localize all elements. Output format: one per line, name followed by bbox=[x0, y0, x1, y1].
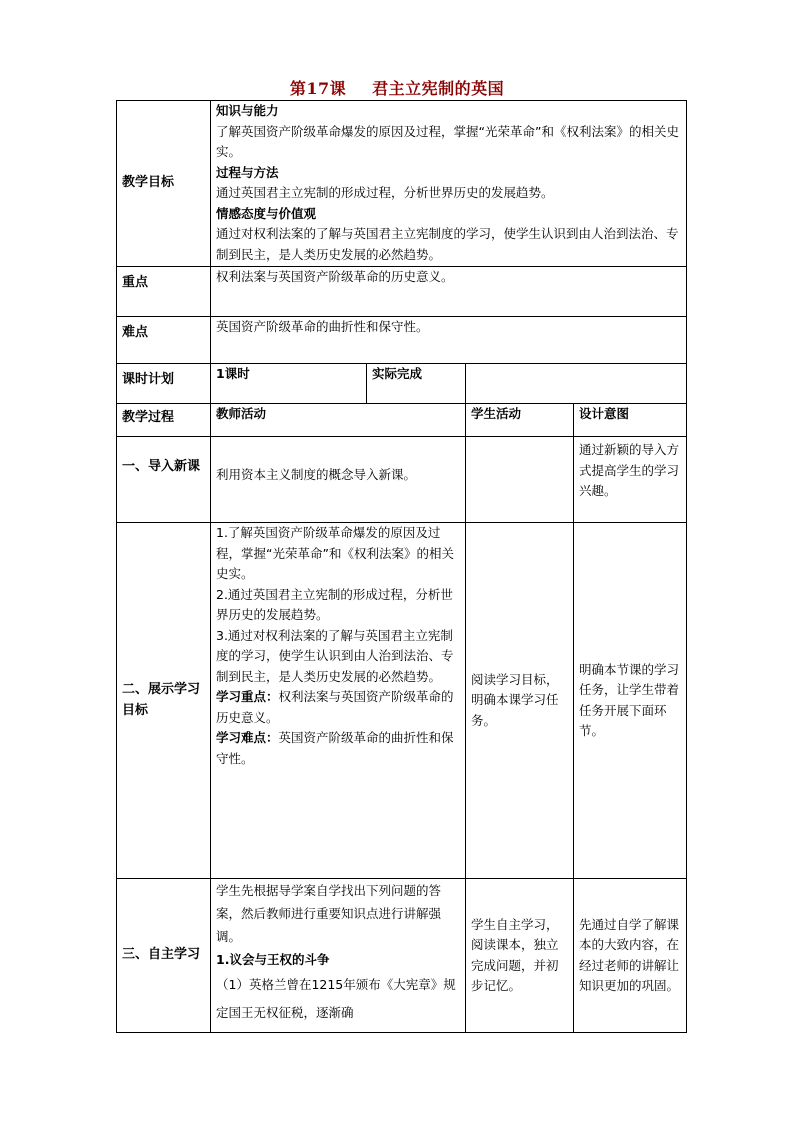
process-header-col3: 学生活动 bbox=[466, 404, 574, 437]
process-header-col1: 教学过程 bbox=[117, 404, 211, 437]
lesson-number: 第17课 bbox=[289, 79, 347, 98]
learning-key-point bbox=[216, 687, 460, 728]
learning-difficulty-label: 学习难点： bbox=[216, 730, 279, 745]
teacher-subheading: 1.议会与王权的斗争 bbox=[216, 952, 330, 967]
teacher-paragraph: 学生先根据导学案自学找出下列问题的答案，然后教师进行重要知识点进行讲解强调。 bbox=[216, 883, 442, 944]
difficulty-text: 英国资产阶级革命的曲折性和保守性。 bbox=[211, 317, 687, 364]
student-activity: 学生自主学习，阅读课本，独立完成问题，并初步记忆。 bbox=[466, 879, 574, 1033]
process-header-col2: 教师活动 bbox=[211, 404, 466, 437]
learning-difficulty-text: 英国资产阶级革命的曲折性和保守性。 bbox=[216, 730, 454, 766]
key-point-row bbox=[117, 267, 687, 317]
schedule-row bbox=[117, 364, 687, 404]
actual-value bbox=[466, 364, 687, 404]
lesson-plan-table bbox=[116, 100, 687, 1033]
step-row bbox=[117, 437, 687, 523]
teacher-activity: 利用资本主义制度的概念导入新课。 bbox=[211, 437, 466, 523]
process-text: 通过英国君主立宪制的形成过程，分析世界历史的发展趋势。 bbox=[216, 185, 554, 200]
design-intent: 明确本节课的学习任务，让学生带着任务开展下面环节。 bbox=[574, 523, 687, 879]
process-header-col4: 设计意图 bbox=[574, 404, 687, 437]
teacher-paragraph: 2.通过英国君主立宪制的形成过程，分析世界历史的发展趋势。 bbox=[216, 586, 453, 622]
student-activity bbox=[466, 437, 574, 523]
attitude-heading: 情感态度与价值观 bbox=[216, 205, 317, 221]
lesson-topic: 君主立宪制的英国 bbox=[372, 79, 505, 98]
knowledge-heading: 知识与能力 bbox=[216, 103, 279, 118]
process-heading: 过程与方法 bbox=[216, 164, 279, 180]
key-point-label: 重点 bbox=[117, 267, 211, 317]
step-label: 二、展示学习目标 bbox=[117, 523, 211, 879]
teacher-activity bbox=[211, 879, 466, 1033]
teacher-activity bbox=[211, 523, 466, 879]
step-label: 三、自主学习 bbox=[117, 879, 211, 1033]
step-label: 一、导入新课 bbox=[117, 437, 211, 523]
key-point-text: 权利法案与英国资产阶级革命的历史意义。 bbox=[211, 267, 687, 317]
teacher-paragraph: （1）英格兰曾在1215年颁布《大宪章》规定国王无权征税，逐渐确 bbox=[216, 977, 456, 1020]
page-title bbox=[0, 76, 794, 99]
learning-difficulty bbox=[216, 728, 460, 769]
objectives-content bbox=[211, 101, 687, 267]
step-row bbox=[117, 879, 687, 1033]
knowledge-text: 了解英国资产阶级革命爆发的原因及过程，掌握“光荣革命”和《权利法案》的相关史实。 bbox=[216, 123, 679, 159]
design-intent: 通过新颖的导入方式提高学生的学习兴趣。 bbox=[574, 437, 687, 523]
actual-label: 实际完成 bbox=[367, 364, 466, 404]
objectives-label: 教学目标 bbox=[117, 101, 211, 267]
design-intent: 先通过自学了解课本的大致内容，在经过老师的讲解让知识更加的巩固。 bbox=[574, 879, 687, 1033]
objectives-row bbox=[117, 101, 687, 267]
schedule-label: 课时计划 bbox=[117, 364, 211, 404]
teacher-paragraph: 3.通过对权利法案的了解与英国君主立宪制度的学习，使学生认识到由人治到法治、专制到民主，是人类历史发展的必然趋势。 bbox=[216, 627, 454, 684]
teacher-paragraph: 1.了解英国资产阶级革命爆发的原因及过程，掌握“光荣革命”和《权利法案》的相关史实。 bbox=[216, 525, 454, 581]
process-header-row bbox=[117, 404, 687, 437]
learning-key-text: 权利法案与英国资产阶级革命的历史意义。 bbox=[216, 689, 454, 725]
schedule-value: 1课时 bbox=[211, 364, 367, 404]
difficulty-label: 难点 bbox=[117, 317, 211, 364]
difficulty-row bbox=[117, 317, 687, 364]
learning-key-label: 学习重点： bbox=[216, 689, 279, 704]
step-row bbox=[117, 523, 687, 879]
student-activity: 阅读学习目标，明确本课学习任务。 bbox=[466, 523, 574, 879]
attitude-text: 通过对权利法案的了解与英国君主立宪制度的学习，使学生认识到由人治到法治、专制到民主，是人类历史发展的必然趋势。 bbox=[216, 226, 679, 262]
